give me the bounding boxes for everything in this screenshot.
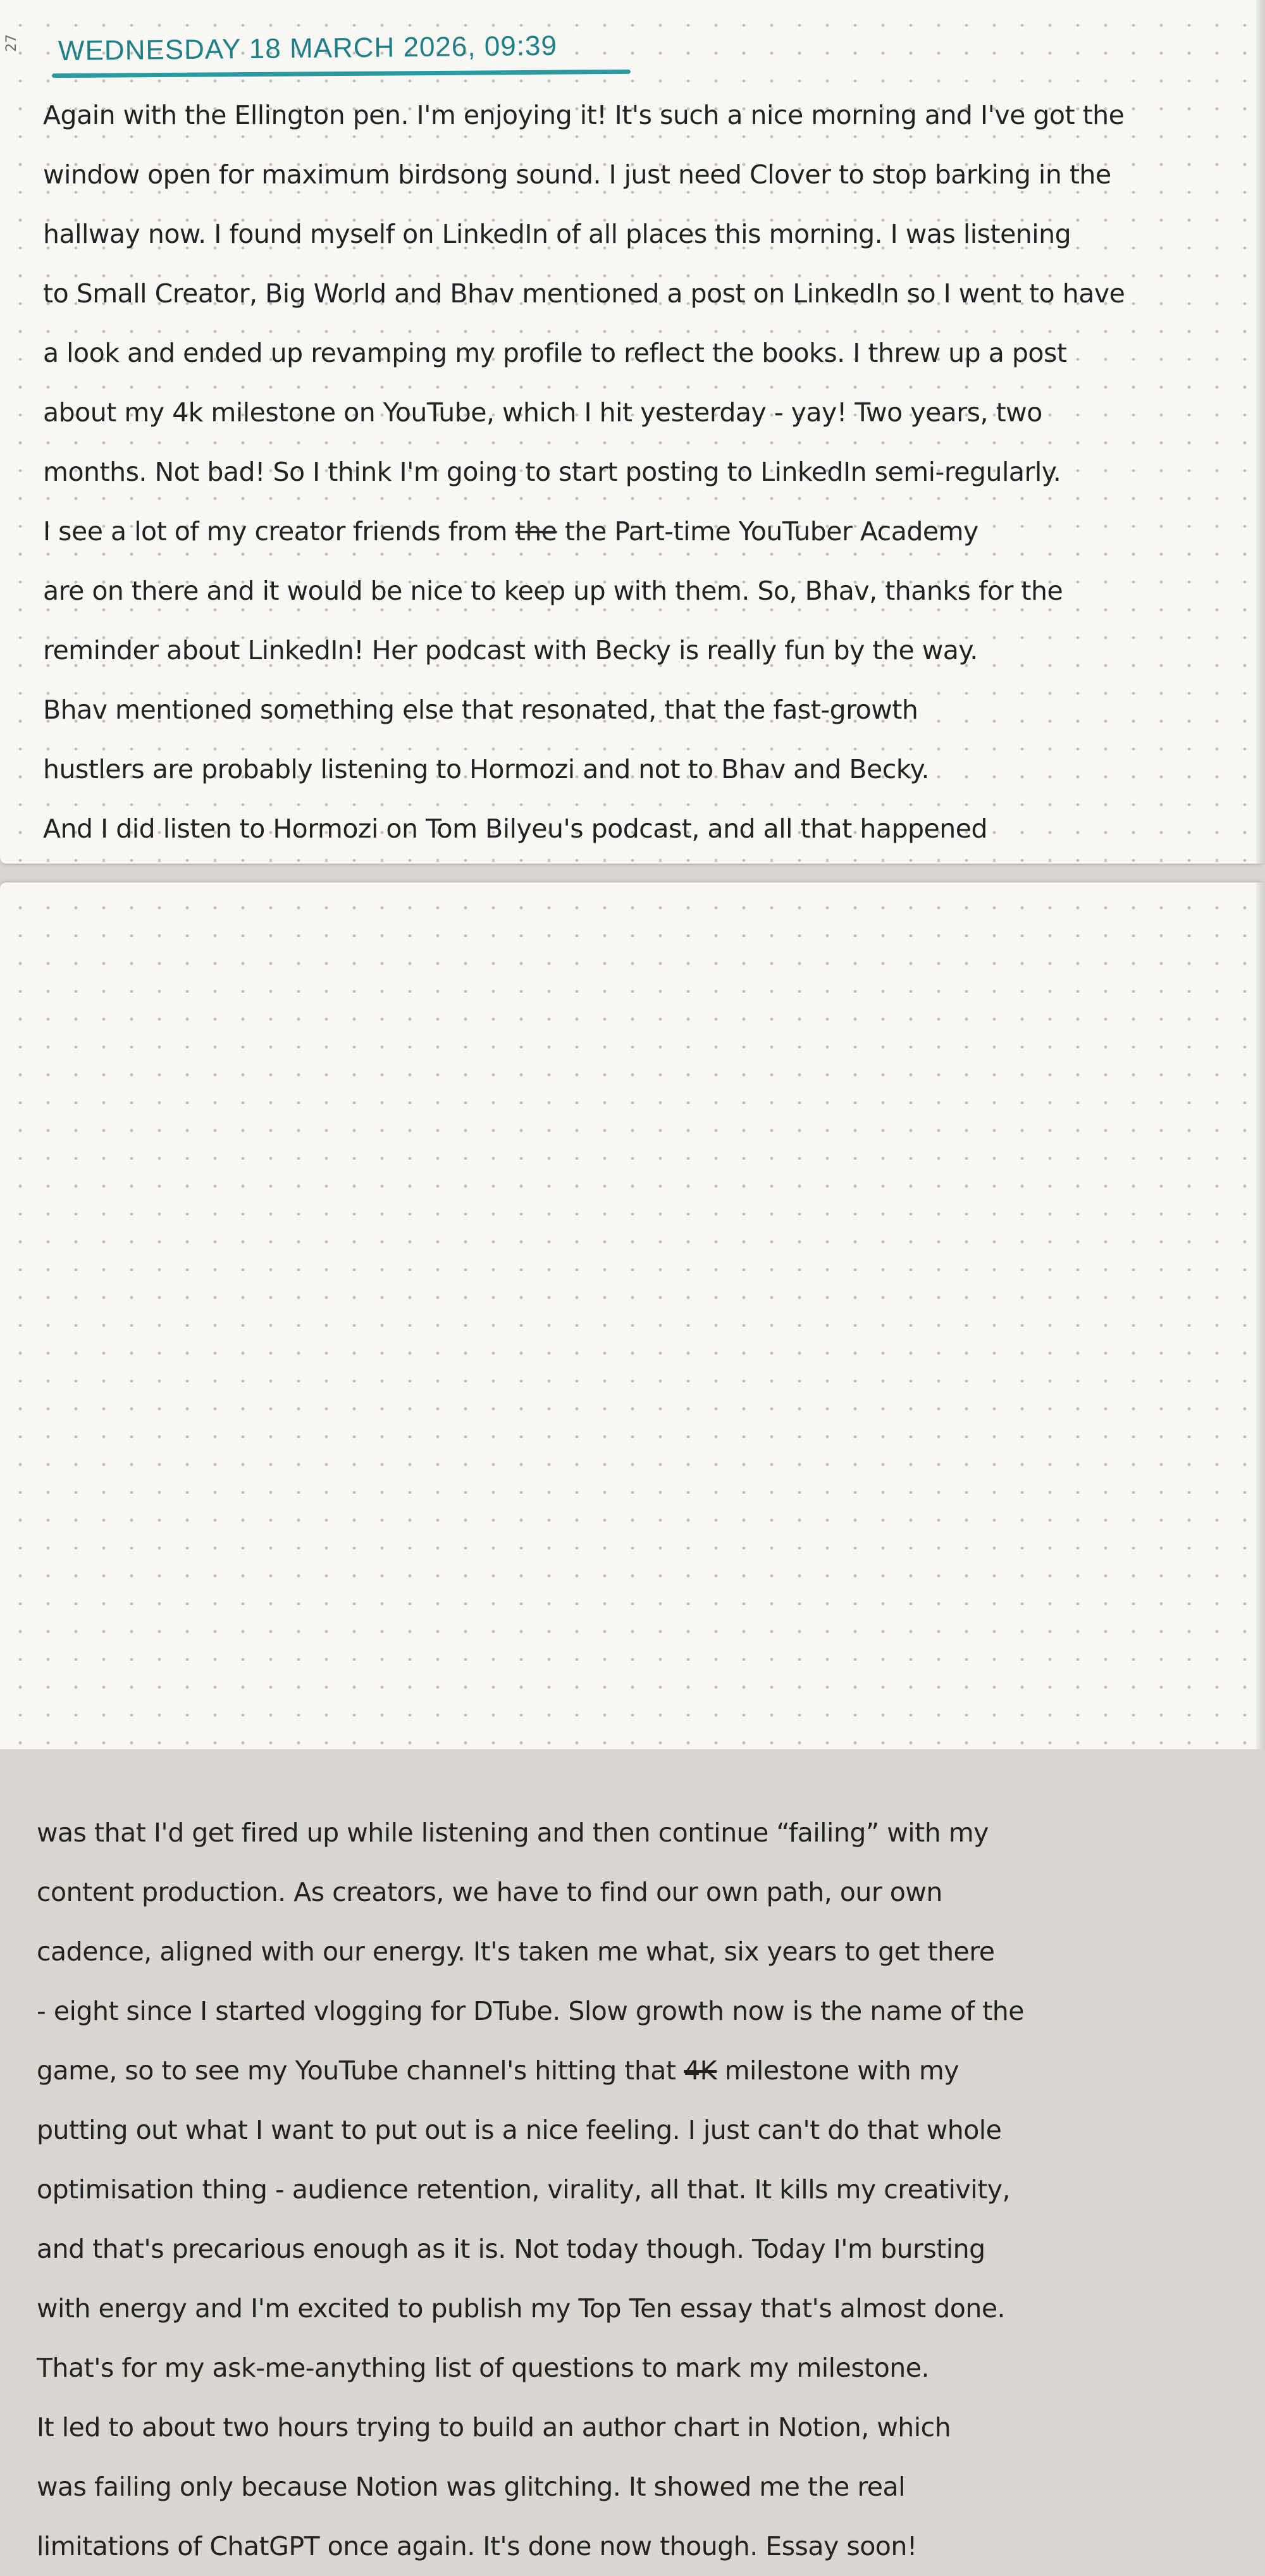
crossed-out-word: the xyxy=(515,516,557,547)
text-line: reminder about LinkedIn! Her podcast with Becky is really fun by the way. xyxy=(43,635,978,666)
text-line: putting out what I want to put out is a nice feeling. I just can't do that whole xyxy=(37,2115,1002,2145)
header-underline xyxy=(52,70,631,78)
text-line: That's for my ask-me-anything list of questions to mark my milestone. xyxy=(37,2353,930,2383)
text-line: optimisation thing - audience retention, virality, all that. It kills my creativity, xyxy=(37,2174,1011,2205)
text-line-with-strike xyxy=(43,502,1232,561)
text-line: was failing only because Notion was glitching. It showed me the real xyxy=(37,2472,906,2502)
text-line: And I did listen to Hormozi on Tom Bilyeu's podcast, and all that happened xyxy=(43,814,987,844)
page-number: 27 xyxy=(4,34,20,52)
text-line: cadence, aligned with our energy. It's taken me what, six years to get there xyxy=(37,1936,995,1967)
text-line: It led to about two hours trying to build an author chart in Notion, which xyxy=(37,2412,951,2443)
page-edge-shadow xyxy=(1256,882,1265,1749)
text-segment: milestone with my xyxy=(724,2055,960,2086)
text-line: and that's precarious enough as it is. Not today though. Today I'm bursting xyxy=(37,2234,985,2264)
text-line-with-strike xyxy=(37,2041,1226,2100)
text-line: limitations of ChatGPT once again. It's done now though. Essay soon! xyxy=(37,2531,917,2561)
text-line: are on there and it would be nice to keep up with them. So, Bhav, thanks for the xyxy=(43,576,1063,606)
text-line: months. Not bad! So I think I'm going to start posting to LinkedIn semi-regularly. xyxy=(43,457,1061,487)
text-line: content production. As creators, we have to find our own path, our own xyxy=(37,1877,942,1907)
text-segment: the Part-time YouTuber Academy xyxy=(565,516,978,547)
text-line: Bhav mentioned something else that resonated, that the fast-growth xyxy=(43,695,918,725)
text-segment: I see a lot of my creator friends from xyxy=(43,516,508,547)
entry-date-header: WEDNESDAY 18 MARCH 2026, 09:39 xyxy=(58,30,558,67)
text-line: hustlers are probably listening to Hormozi and not to Bhav and Becky. xyxy=(43,754,929,784)
entry-text-page-2 xyxy=(37,1803,1226,2576)
text-line: about my 4k milestone on YouTube, which I hit yesterday - yay! Two years, two xyxy=(43,397,1042,428)
page-edge-shadow xyxy=(1256,0,1265,864)
crossed-out-word: 4K xyxy=(684,2055,717,2086)
text-line: hallway now. I found myself on LinkedIn of all places this morning. I was listening xyxy=(43,219,1071,249)
text-line: with energy and I'm excited to publish my Top Ten essay that's almost done. xyxy=(37,2293,1006,2324)
journal-page-top xyxy=(0,0,1265,864)
entry-text-page-1 xyxy=(43,85,1232,858)
text-line: window open for maximum birdsong sound. I just need Clover to stop barking in the xyxy=(43,159,1111,190)
journal-page-bottom xyxy=(0,882,1265,2561)
text-line: a look and ended up revamping my profile to reflect the books. I threw up a post xyxy=(43,338,1067,368)
text-line: Again with the Ellington pen. I'm enjoying it! It's such a nice morning and I've got the xyxy=(43,100,1125,130)
text-line: was that I'd get fired up while listening and then continue “failing” with my xyxy=(37,1817,989,1848)
text-line: to Small Creator, Big World and Bhav mentioned a post on LinkedIn so I went to have xyxy=(43,278,1125,309)
text-line: - eight since I started vlogging for DTube. Slow growth now is the name of the xyxy=(37,1996,1024,2026)
text-segment: game, so to see my YouTube channel's hitting that xyxy=(37,2055,676,2086)
